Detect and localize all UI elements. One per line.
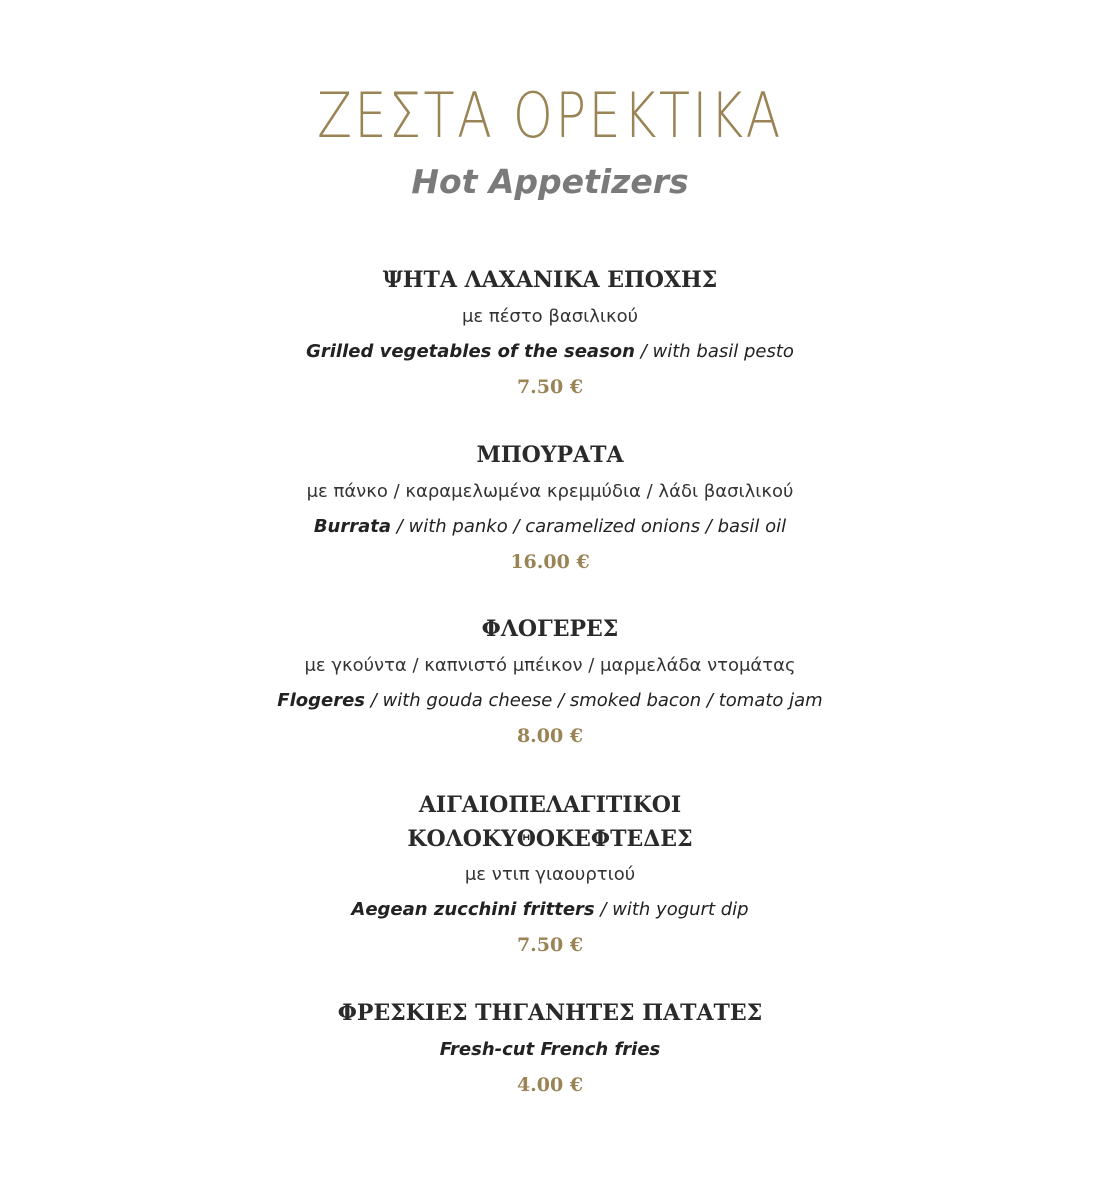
- item-name-english: Fresh-cut French fries: [439, 1039, 661, 1060]
- item-english: [0, 893, 1100, 928]
- item-price: 7.50 €: [516, 376, 584, 398]
- page-title: ΖΕΣΤΑ ΟΡΕΚΤΙΚΑ: [317, 79, 783, 152]
- item-name-english: Burrata: [313, 516, 391, 537]
- menu-item-grilled-vegetables: [0, 266, 1100, 404]
- item-description-english: / with basil pesto: [634, 341, 794, 362]
- item-name-english: Grilled vegetables of the season: [306, 341, 635, 362]
- item-english: [0, 335, 1100, 370]
- item-name-greek-line2: ΚΟΛΟΚΥΘΟΚΕΦΤΕΔΕΣ: [407, 826, 693, 852]
- menu-item-french-fries: [0, 999, 1100, 1102]
- item-name-greek: ΦΡΕΣΚΙΕΣ ΤΗΓΑΝΗΤΕΣ ΠΑΤΑΤΕΣ: [337, 1000, 763, 1026]
- item-description-english: / with gouda cheese / smoked bacon / tomato jam: [365, 690, 823, 711]
- item-english: [0, 684, 1100, 719]
- menu-item-flogeres: [0, 615, 1100, 753]
- item-description-greek: με γκούντα / καπνιστό μπέικον / μαρμελάδα ντομάτας: [304, 655, 796, 676]
- item-description-english: / with yogurt dip: [594, 899, 749, 920]
- item-description-greek: με ντιπ γιαουρτιού: [464, 864, 636, 885]
- item-price: 4.00 €: [516, 1074, 584, 1096]
- item-name-english: Flogeres: [277, 690, 366, 711]
- menu-item-zucchini-fritters: [0, 788, 1100, 962]
- menu-item-burrata: [0, 441, 1100, 579]
- item-name-greek: ΨΗΤΑ ΛΑΧΑΝΙΚΑ ΕΠΟΧΗΣ: [382, 267, 718, 293]
- item-name-greek-line1: ΑΙΓΑΙΟΠΕΛΑΓΙΤΙΚΟΙ: [418, 792, 682, 818]
- item-description-greek: με πάνκο / καραμελωμένα κρεμμύδια / λάδι βασιλικού: [306, 481, 794, 502]
- item-price: 16.00 €: [510, 551, 590, 573]
- item-price: 7.50 €: [516, 934, 584, 956]
- page-subtitle: Hot Appetizers: [411, 162, 689, 201]
- item-price: 8.00 €: [516, 725, 584, 747]
- item-english: [0, 1033, 1100, 1068]
- item-english: [0, 510, 1100, 545]
- item-name-greek: ΦΛΟΓΕΡΕΣ: [481, 616, 619, 642]
- item-name-english: Aegean zucchini fritters: [351, 899, 595, 920]
- item-description-english: / with panko / caramelized onions / basil oil: [391, 516, 787, 537]
- item-description-greek: με πέστο βασιλικού: [461, 306, 639, 327]
- item-name-greek: ΜΠΟΥΡΑΤΑ: [476, 442, 624, 468]
